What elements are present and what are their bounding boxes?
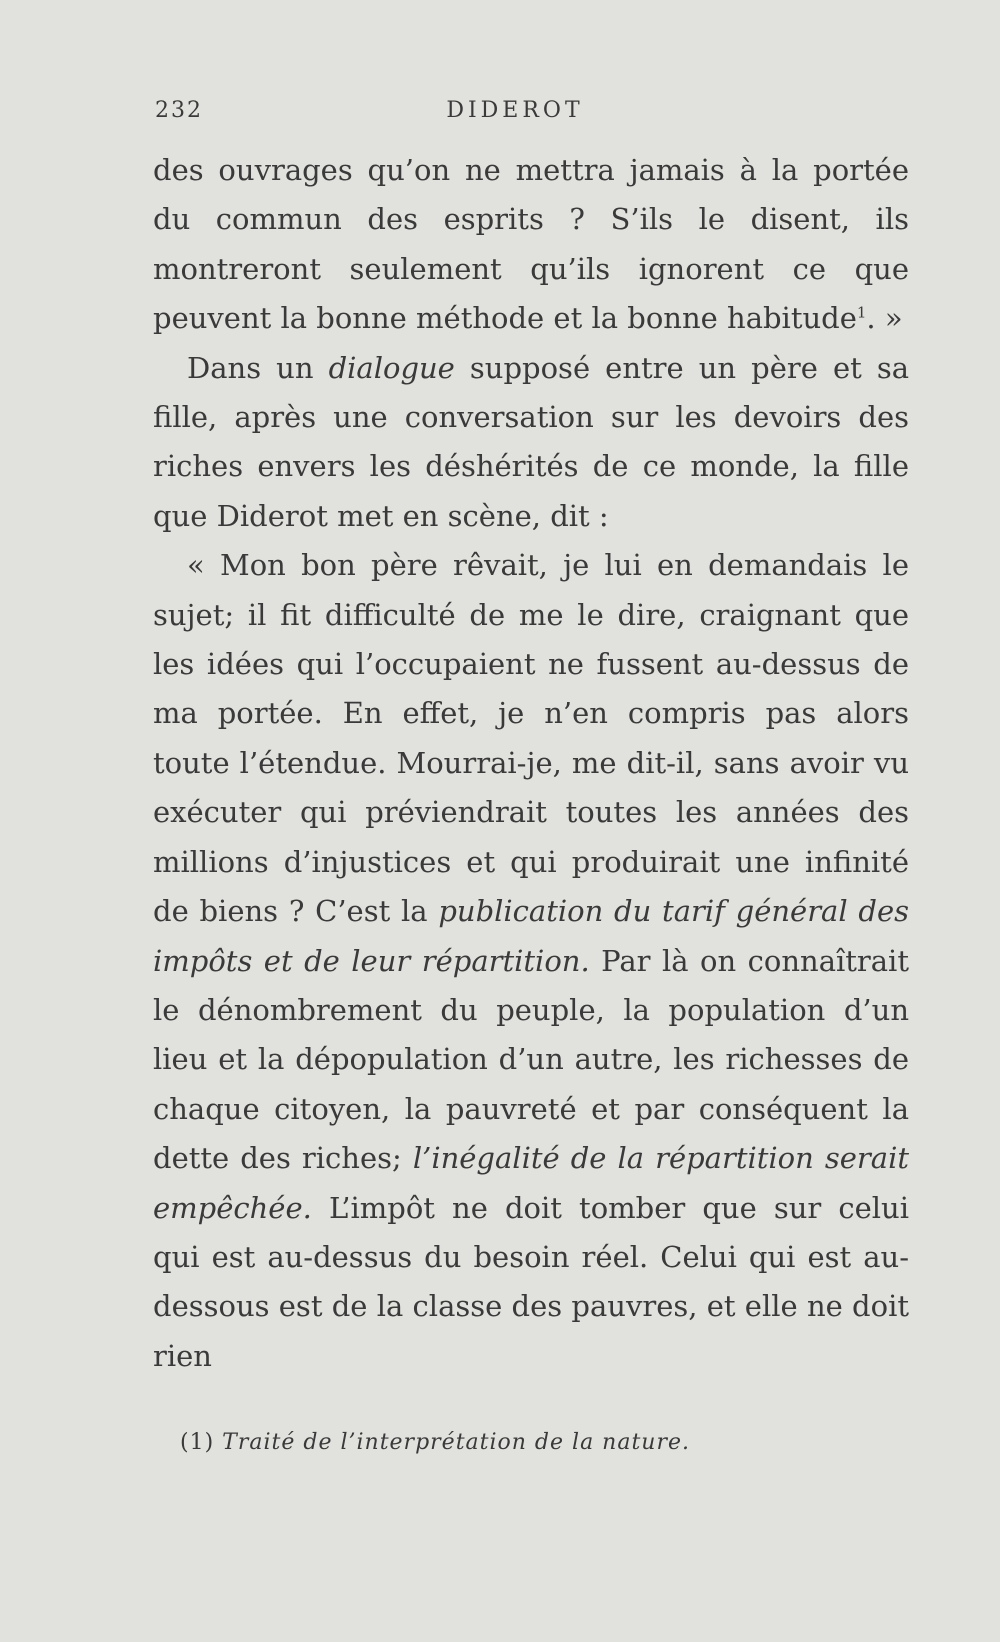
paragraph-1-end: . » [866,301,903,336]
paragraph-3-start: « Mon bon père rêvait, je lui en demandais le sujet; il fit difficulté de me le dire, craignant que les idées qui l’occupaient ne fussent au-dessus de ma portée. En effet, je n’en compris pas alors toute l’étendue. Mourrai-je, me dit-il, sans avoir vu exécuter qui préviendrait toutes les années des millions d’injustices et qui produirait une infinité de biens ? C’est la [153,548,909,929]
paragraph-1-text: des ouvrages qu’on ne mettra jamais à la portée du commun des esprits ? S’ils le disent, ils montreront seulement qu’ils ignorent ce que peuvent la bonne méthode et la bonne habitude [153,153,909,336]
paragraph-2-start: Dans un [187,350,329,385]
footnote [180,1428,900,1458]
footnote-marker: (1) [180,1430,215,1455]
page-number: 232 [155,98,203,123]
running-title: DIDEROT [446,98,584,123]
paragraph-2-italic: dialogue [328,350,455,385]
paragraph-3-italic-2: l’inégalité de la répartition serait empêchée. [153,1141,909,1225]
body-text [153,146,909,1381]
paragraph-1 [153,146,909,344]
paragraph-3 [153,541,909,1381]
paragraph-3-italic-1: publication du tarif général des impôts et de leur répartition. [153,894,909,978]
paragraph-3-middle: Par là on connaîtrait le dénombrement du peuple, la population d’un lieu et la dépopulation d’un autre, les richesses de chaque citoyen, la pauvreté et par conséquent la dette des riches; [153,943,909,1176]
footnote-text: Traité de l’interprétation de la nature. [222,1430,691,1455]
paragraph-2-end: supposé entre un père et sa fille, après une conversation sur les devoirs des riches envers les déshérités de ce monde, la fille que Diderot met en scène, dit : [153,350,909,533]
paragraph-2 [153,344,909,542]
paragraph-3-end: L’impôt ne doit tomber que sur celui qui est au-dessus du besoin réel. Celui qui est au-dessous est de la classe des pauvres, et elle ne doit rien [153,1190,909,1373]
running-head [155,98,905,132]
footnote-reference: 1 [856,303,867,322]
